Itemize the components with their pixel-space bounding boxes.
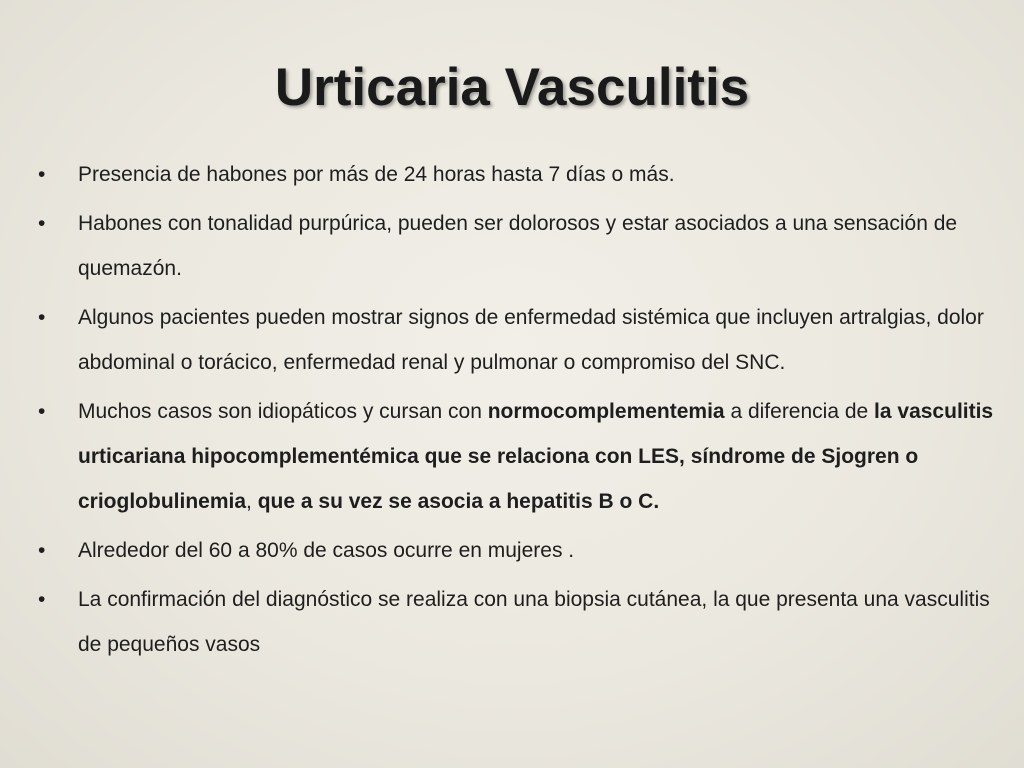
bullet-segment-bold: que a su vez se asocia a hepatitis B o C.: [257, 490, 660, 513]
bullet-segment-bold: la vasculitis urticariana hipocomplementémica que se relaciona con LES, síndrome de Sjogren o crioglobulinemia: [78, 400, 994, 513]
bullet-segment: Presencia de habones por más de 24 horas hasta 7 días o más.: [78, 163, 675, 186]
bullet-segment: Muchos casos son idiopáticos y cursan con: [78, 400, 488, 423]
bullet-item: [38, 295, 998, 385]
bullet-dot-icon: •: [38, 163, 46, 186]
bullet-segment: Algunos pacientes pueden mostrar signos de enfermedad sistémica que incluyen artralgias, dolor abdominal o torácico, enfermedad renal y pulmonar o compromiso del SNC.: [78, 306, 984, 374]
bullet-segment: Habones con tonalidad purpúrica, pueden ser dolorosos y estar asociados a una sensación de quemazón.: [78, 212, 958, 280]
bullet-dot-icon: •: [38, 212, 46, 235]
bullet-item: [38, 389, 998, 524]
bullet-text: [78, 163, 675, 186]
bullet-segment: La confirmación del diagnóstico se realiza con una biopsia cutánea, la que presenta una vasculitis de pequeños vasos: [78, 588, 990, 656]
bullet-dot-icon: •: [38, 306, 46, 329]
bullet-item: [38, 577, 998, 667]
bullet-segment: a diferencia de: [724, 400, 875, 423]
bullet-segment: ,: [246, 490, 258, 513]
bullet-item: [38, 152, 998, 197]
bullet-segment-bold: normocomplementemia: [487, 400, 725, 423]
bullet-segment: Alrededor del 60 a 80% de casos ocurre en mujeres .: [78, 539, 575, 562]
bullet-text: [78, 306, 984, 374]
bullet-text: [78, 588, 990, 656]
slide-title: Urticaria Vasculitis: [274, 58, 750, 117]
bullet-dot-icon: •: [38, 539, 46, 562]
bullet-text: [78, 212, 957, 280]
bullet-list: [38, 152, 998, 671]
bullet-dot-icon: •: [38, 400, 46, 423]
bullet-item: [38, 201, 998, 291]
bullet-text: [78, 539, 574, 562]
bullet-text: [78, 400, 993, 513]
bullet-item: [38, 528, 998, 573]
bullet-dot-icon: •: [38, 588, 46, 611]
